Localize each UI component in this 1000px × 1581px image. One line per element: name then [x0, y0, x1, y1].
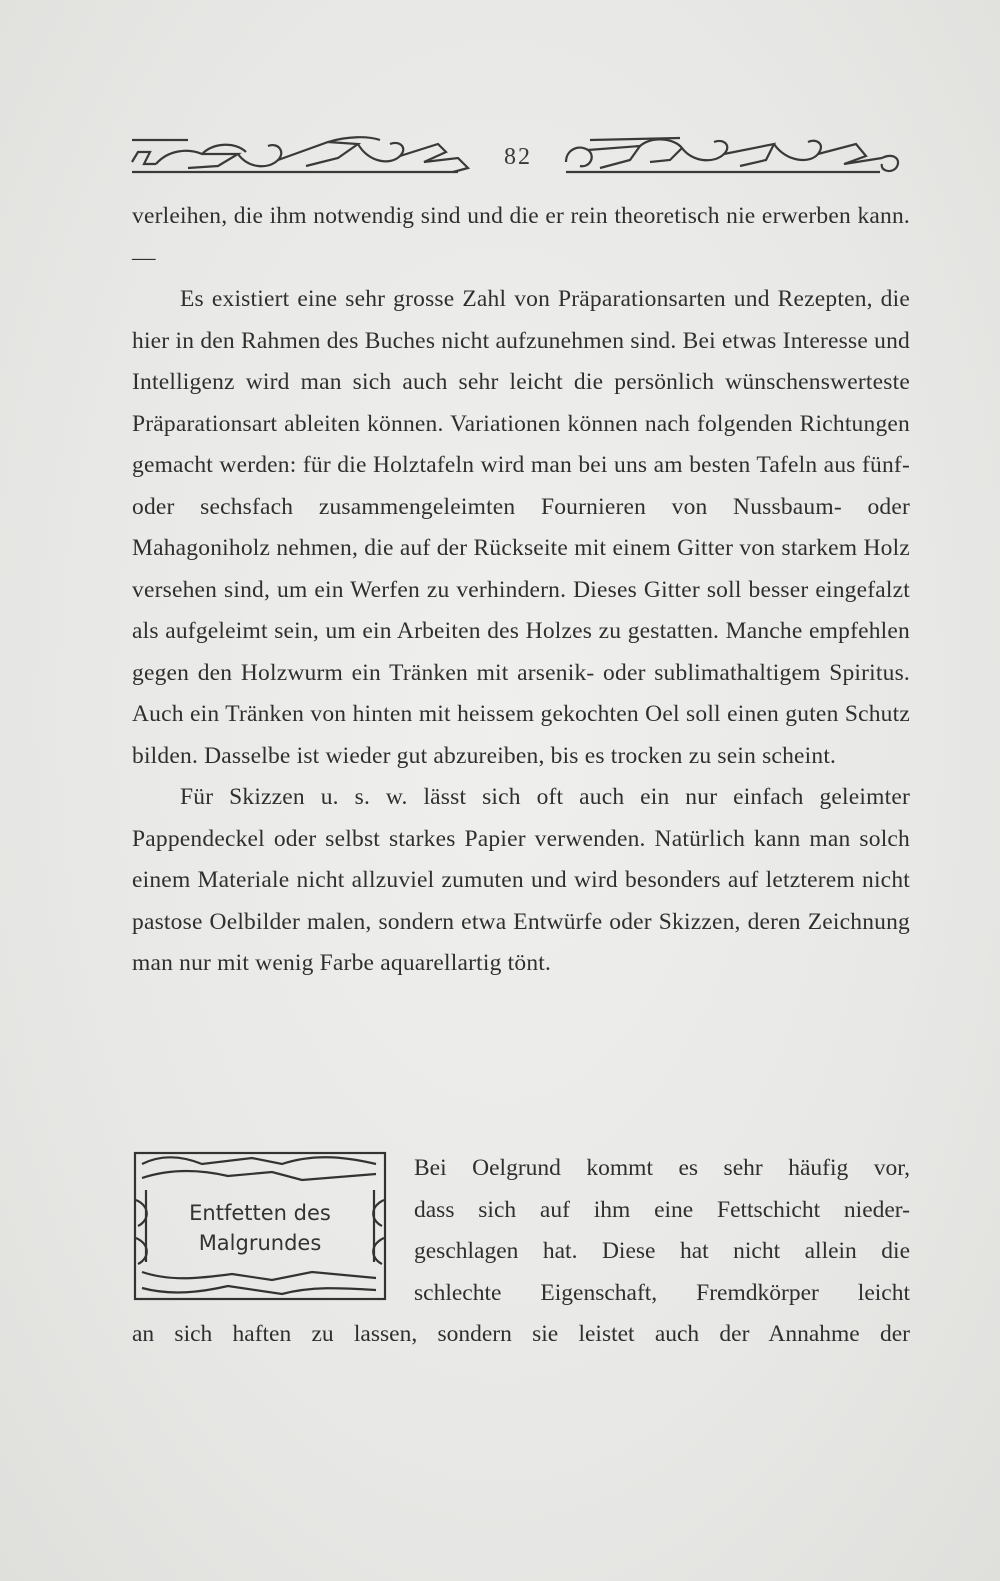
art-nouveau-ornament-icon	[128, 132, 473, 180]
art-nouveau-ornament-icon	[560, 132, 905, 180]
text-line: an sich haften zu lassen, sondern sie leistet auch der Annahme der	[132, 1321, 910, 1347]
text-line: geschlagen hat. Diese hat nicht allein die	[414, 1238, 910, 1264]
paragraph: Es existiert eine sehr grosse Zahl von Präparationsarten und Rezepten, die hier in den Rahmen des Buches nicht aufzunehmen sind. Bei etwas Interesse und Intelligenz wird man sich auch sehr leicht die persönlich wünschenswerteste Präparationsart ableiten können. Variationen können nach folgenden Richtungen gemacht werden: für die Holztafeln wird man bei uns am besten Tafeln aus fünf- oder sechsfach zusammengeleimten Fournieren von Nussbaum- oder Mahagoniholz nehmen, die auf der Rückseite mit einem Gitter von starkem Holz versehen sind, um ein Werfen zu verhindern. Dieses Gitter soll besser eingefalzt als aufgeleimt sein, um ein Arbeiten des Holzes zu gestatten. Manche empfehlen gegen den Holzwurm ein Tränken mit arsenik- oder sublimathaltigem Spiritus. Auch ein Tränken von hinten mit heissem gekochten Oel soll einen guten Schutz bilden. Dasselbe ist wieder gut abzureiben, bis es trocken zu sein scheint.	[132, 286, 910, 769]
page-header	[128, 132, 908, 180]
body-text	[132, 196, 910, 985]
margin-note-label: Entfetten des Malgrundes	[189, 1201, 331, 1255]
text-line: schlechte Eigenschaft, Fremdkörper leicht	[414, 1279, 910, 1306]
text-line: dass sich auf ihm eine Fettschicht nieder-	[414, 1196, 910, 1223]
text-line: Bei Oelgrund kommt es sehr häufig vor,	[414, 1155, 910, 1181]
margin-note	[132, 1150, 388, 1302]
float-text	[414, 1148, 910, 1314]
page-number: 82	[504, 144, 532, 170]
paragraph: Für Skizzen u. s. w. lässt sich oft auch ein nur einfach geleimter Pappendeckel oder selbst starkes Papier verwenden. Natürlich kann man solch einem Materiale nicht allzuviel zumuten und wird besonders auf letzterem nicht pastose Oelbilder malen, sondern etwa Entwürfe oder Skizzen, deren Zeichnung man nur mit wenig Farbe aquarellartig tönt.	[132, 784, 910, 976]
paragraph: verleihen, die ihm notwendig sind und die er rein theoretisch nie erwerben kann. —	[132, 203, 910, 271]
